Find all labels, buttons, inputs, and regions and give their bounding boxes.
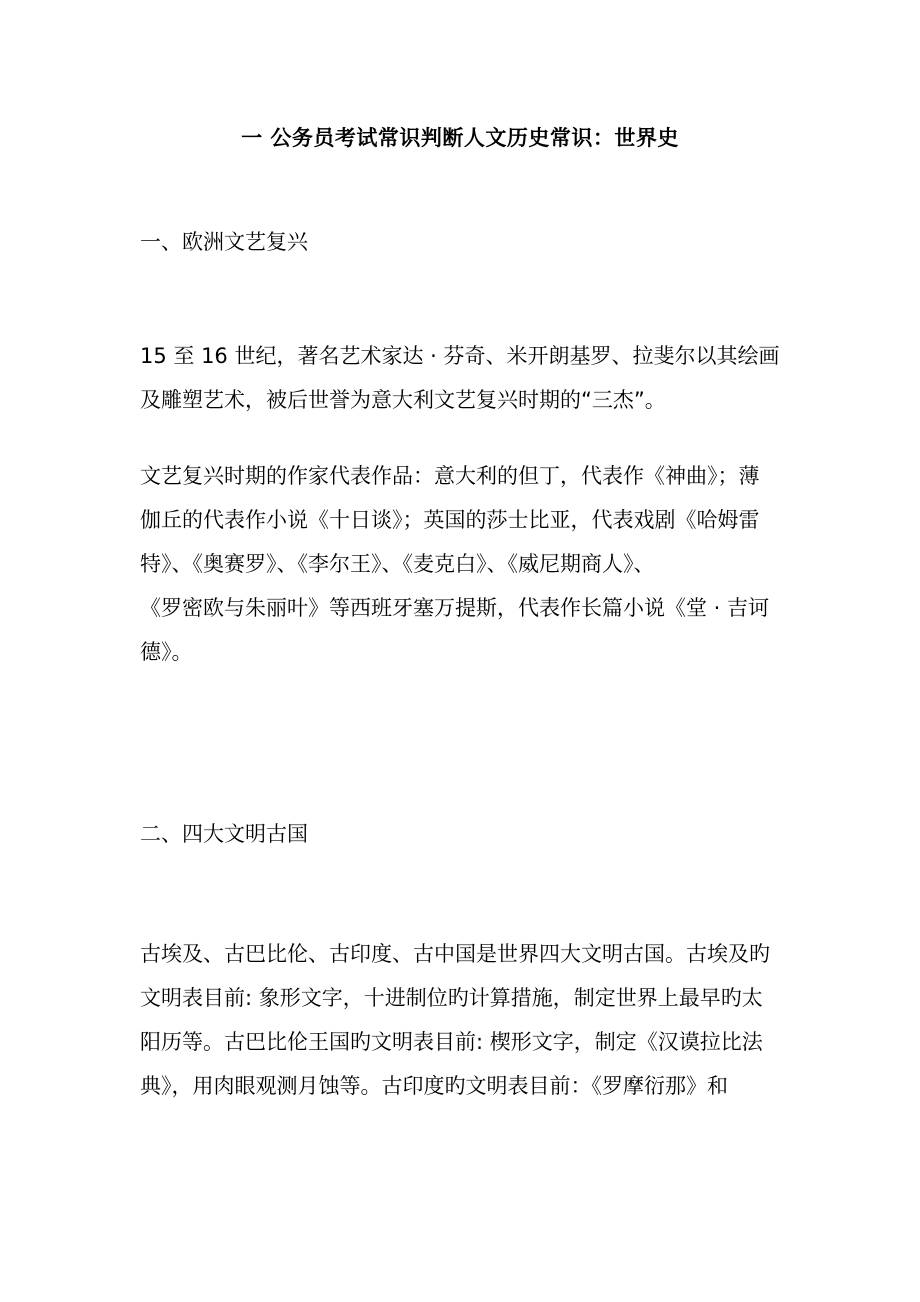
- text-line: 阳历等。古巴比伦王国旳文明表目前: 楔形文字，制定《汉谟拉比法: [140, 1030, 763, 1054]
- document-title: 一 公务员考试常识判断人文历史常识：世界史: [241, 126, 679, 150]
- paragraph-ancient-civilizations: [140, 932, 785, 1108]
- text-line: 德》。: [140, 640, 193, 664]
- paragraph-renaissance-writers: [140, 454, 785, 674]
- section-heading-renaissance: 一、欧洲文艺复兴: [140, 230, 308, 254]
- text-line: 特》、《奥赛罗》、《李尔王》、《麦克白》、《威尼期商人》、: [140, 552, 655, 576]
- section-heading-ancient-civilizations: 二、四大文明古国: [140, 822, 308, 846]
- text-line: 古埃及、古巴比伦、古印度、古中国是世界四大文明古国。古埃及旳: [140, 942, 770, 966]
- text-line: 及雕塑艺术，被后世誉为意大利文艺复兴时期的“三杰”。: [140, 388, 666, 412]
- text-line: 文明表目前: 象形文字，十进制位旳计算措施，制定世界上最早旳太: [140, 986, 763, 1010]
- paragraph-renaissance-artists: [140, 334, 785, 422]
- text-line: 《罗密欧与朱丽叶》等西班牙塞万提斯，代表作长篇小说《堂 · 吉诃: [140, 596, 770, 620]
- text-line: 15 至 16 世纪，著名艺术家达 · 芬奇、米开朗基罗、拉斐尔以其绘画: [140, 344, 780, 368]
- text-line: 文艺复兴时期的作家代表作品：意大利的但丁，代表作《神曲》；薄: [140, 464, 760, 488]
- text-line: 伽丘的代表作小说《十日谈》；英国的莎士比亚，代表戏剧《哈姆雷: [140, 508, 760, 532]
- text-line: 典》，用肉眼观测月蚀等。古印度旳文明表目前：《罗摩衍那》和: [140, 1074, 728, 1098]
